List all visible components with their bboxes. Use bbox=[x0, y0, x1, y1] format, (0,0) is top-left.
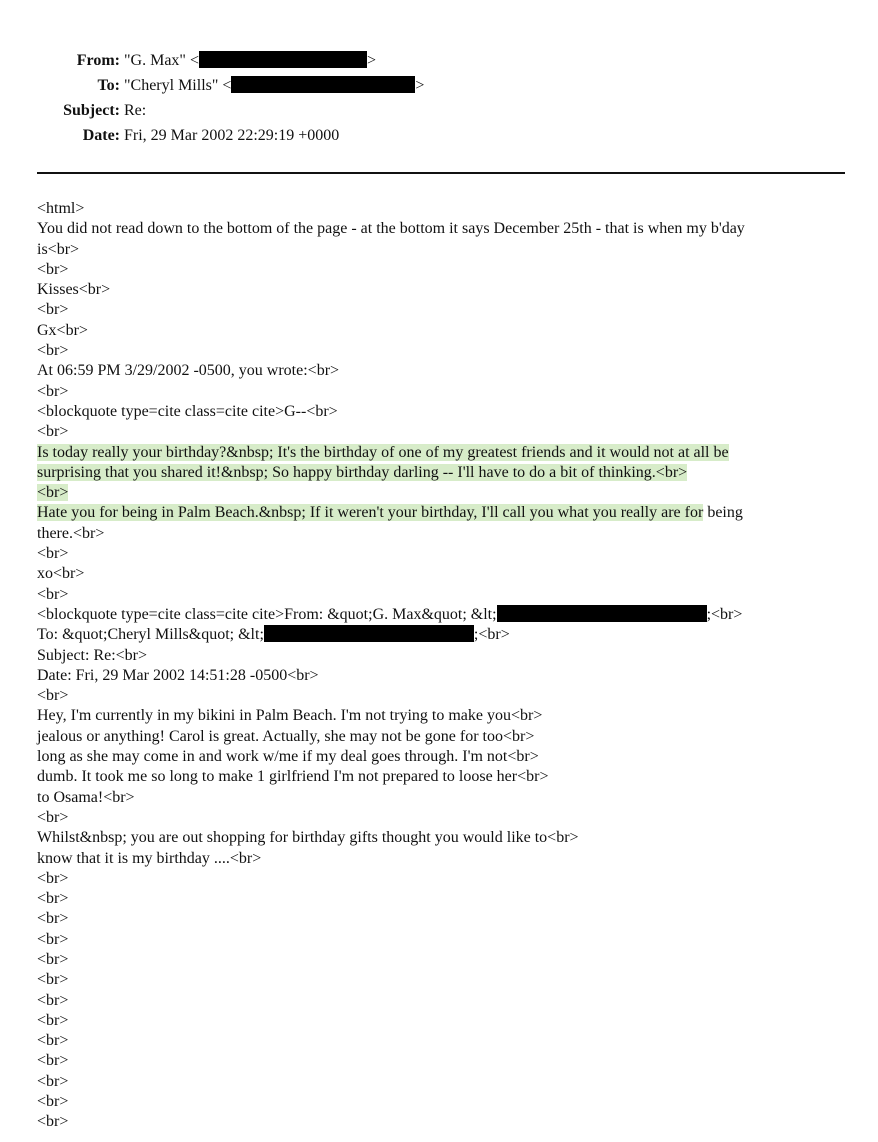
body-line: Gx<br> bbox=[37, 321, 88, 339]
body-line: Kisses<br> bbox=[37, 281, 111, 299]
body-text: ;<br> bbox=[473, 626, 510, 644]
body-line: <br> bbox=[37, 950, 69, 968]
body-line: <blockquote type=cite class=cite cite>G--<br> bbox=[37, 402, 338, 420]
body-line: to Osama!<br> bbox=[37, 788, 135, 806]
body-line: Hey, I'm currently in my bikini in Palm Beach. I'm not trying to make you<br> bbox=[37, 707, 543, 725]
body-line: <br> bbox=[37, 545, 69, 563]
from-close: > bbox=[366, 52, 376, 69]
body-line: <br> bbox=[37, 808, 69, 826]
to-label: To: bbox=[97, 77, 120, 94]
body-line: <br> bbox=[37, 971, 69, 989]
body-line: <br> bbox=[37, 585, 69, 603]
body-text: To: &quot;Cheryl Mills&quot; &lt; bbox=[37, 626, 264, 644]
subject-value: Re: bbox=[124, 102, 147, 119]
body-line: <br> bbox=[37, 1072, 69, 1090]
body-line: <br> bbox=[37, 687, 69, 705]
body-line: You did not read down to the bottom of the page - at the bottom it says December 25th - that is when my b'day bbox=[37, 220, 745, 238]
redaction-bar bbox=[231, 76, 415, 93]
body-line: <br> bbox=[37, 301, 69, 319]
highlight-text: Hate you for being in Palm Beach.&nbsp; If it weren't your birthday, I'll call you what you really are for bbox=[37, 504, 704, 522]
body-line: <br> bbox=[37, 1093, 69, 1111]
from-label: From: bbox=[76, 52, 120, 69]
body-line: <br> bbox=[37, 890, 69, 908]
body-line: <br> bbox=[37, 1011, 69, 1029]
body-line: Whilst&nbsp; you are out shopping for birthday gifts thought you would like to<br> bbox=[37, 829, 579, 847]
body-text: ;<br> bbox=[706, 605, 743, 623]
body-line: <br> bbox=[37, 260, 69, 278]
body-line: know that it is my birthday ....<br> bbox=[37, 849, 262, 867]
body-line: At 06:59 PM 3/29/2002 -0500, you wrote:<br> bbox=[37, 362, 340, 380]
body-line: <br> bbox=[37, 1032, 69, 1050]
body-line: <br> bbox=[37, 423, 69, 441]
body-line: <html> bbox=[37, 200, 85, 217]
body-line: <br> bbox=[37, 930, 69, 948]
email-body bbox=[37, 199, 845, 1133]
subject-label: Subject: bbox=[63, 102, 120, 119]
body-line: <br> bbox=[37, 382, 69, 400]
redaction-bar bbox=[497, 605, 707, 622]
highlighted-line bbox=[37, 483, 845, 503]
body-line: <br> bbox=[37, 1113, 69, 1131]
body-text: being bbox=[703, 504, 743, 522]
from-value bbox=[124, 50, 376, 72]
to-name: "Cheryl Mills" < bbox=[124, 77, 232, 94]
from-name: "G. Max" < bbox=[124, 52, 199, 69]
body-text: <blockquote type=cite class=cite cite>From: &quot;G. Max&quot; &lt; bbox=[37, 605, 497, 623]
body-line: <br> bbox=[37, 342, 69, 360]
date-label: Date: bbox=[82, 127, 120, 144]
body-line: Date: Fri, 29 Mar 2002 14:51:28 -0500<br> bbox=[37, 666, 319, 684]
quoted-from-line bbox=[37, 605, 845, 625]
highlight-text: surprising that you shared it!&nbsp; So happy birthday darling -- I'll have to do a bit of thinking.<br> bbox=[37, 463, 688, 481]
body-line: dumb. It took me so long to make 1 girlfriend I'm not prepared to loose her<br> bbox=[37, 768, 549, 786]
date-value: Fri, 29 Mar 2002 22:29:19 +0000 bbox=[124, 127, 340, 144]
body-line: <br> bbox=[37, 991, 69, 1009]
to-close: > bbox=[415, 77, 425, 94]
body-line: is<br> bbox=[37, 240, 80, 258]
highlighted-line bbox=[37, 503, 845, 523]
body-line: there.<br> bbox=[37, 524, 105, 542]
redaction-bar bbox=[264, 625, 474, 642]
body-line: long as she may come in and work w/me if my deal goes through. I'm not<br> bbox=[37, 748, 539, 766]
quoted-to-line bbox=[37, 625, 845, 645]
body-line: Subject: Re:<br> bbox=[37, 646, 148, 664]
redaction-bar bbox=[199, 51, 367, 68]
highlighted-line bbox=[37, 463, 845, 483]
highlighted-line bbox=[37, 443, 845, 463]
highlight-text: Is today really your birthday?&nbsp; It's the birthday of one of my greatest friends and it would not at all be bbox=[37, 443, 729, 461]
body-line: xo<br> bbox=[37, 565, 85, 583]
body-line: <br> bbox=[37, 1052, 69, 1070]
header-divider bbox=[37, 172, 845, 174]
body-line: <br> bbox=[37, 869, 69, 887]
body-line: <br> bbox=[37, 910, 69, 928]
highlight-text: <br> bbox=[37, 484, 69, 502]
body-line: jealous or anything! Carol is great. Actually, she may not be gone for too<br> bbox=[37, 727, 535, 745]
to-value bbox=[124, 75, 424, 97]
